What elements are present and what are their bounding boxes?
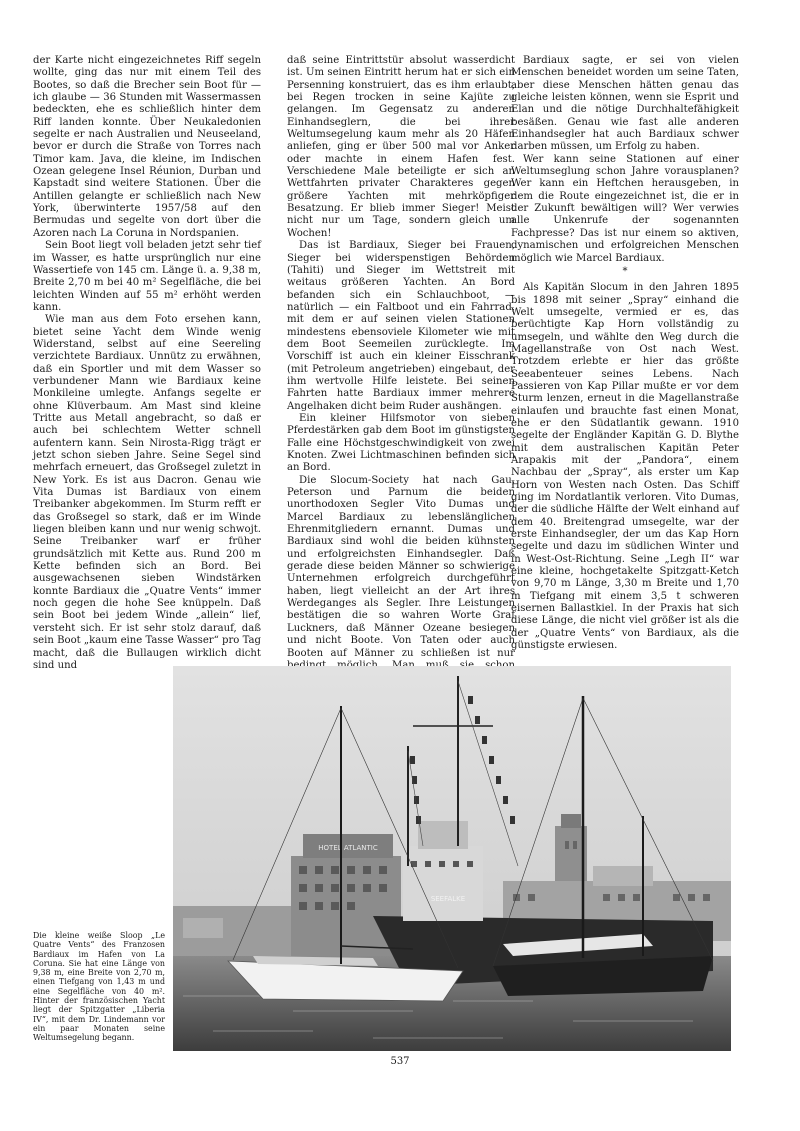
- paragraph: daß seine Eintrittstür absolut wasserdicht ist. Um seinen Eintritt herum hat er sich ein Persenning konstruiert, das es ihm erlaubt, bei Regen trocken in seine Kajüte zu gelangen. Im Gegensatz zu anderen Einhandseglern, die bei ihrer Weltumsegelung kaum mehr als 20 Häfen anliefen, ging er über 500 mal vor Anker oder machte in einem Hafen fest. Verschiedene Male beteiligte er sich an Wettfahrten privater Charakteres gegen größere Yachten mit mehrköpfiger Besatzung. Er blieb immer Sieger! Meist nicht nur um Tage, sondern gleich um Wochen!: [287, 55, 515, 239]
- harbor-photo-illustration: [173, 666, 731, 1051]
- paragraph: Sein Boot liegt voll beladen jetzt sehr tief im Wasser, es hatte ursprünglich nur eine Wassertiefe von 145 cm. Länge ü. a. 9,38 m, Breite 2,70 m bei 40 m² Segelfläche, die bei leichten Winden auf 55 m² erhöht werden kann.: [33, 240, 261, 313]
- text-column-3: [511, 55, 739, 653]
- paragraph: Ein kleiner Hilfsmotor von sieben Pferdestärken gab dem Boot im günstigsten Falle eine Höchstgeschwindigkeit von zwei Knoten. Zwei Lichtmaschinen befinden sich an Bord.: [287, 412, 515, 474]
- text-column-2: [287, 55, 515, 697]
- paragraph: Wer kann seine Stationen auf einer Weltumseglung schon Jahre vorausplanen? Wer kann ein Heftchen herausgeben, in dem die Route eingezeichnet ist, die er in der Zukunft bewältigen will? Wer verwies alle Unkenrufe der sogenannten Fachpresse? Das ist nur einem so aktiven, dynamischen und erfolgreichen Menschen möglich wie Marcel Bardiaux.: [511, 153, 739, 264]
- text-column-1: [33, 55, 261, 672]
- paragraph: Das ist Bardiaux, Sieger bei Frauen, Sieger bei widerspenstigen Behörden (Tahiti) und Sieger im Wettstreit mit weitaus größeren Yachten. An Bord befanden sich ein Schlauchboot, — natürlich — ein Faltboot und ein Fahrrad, mit dem er auf seinen vielen Stationen mindestens ebensoviele Kilometer wie mit dem Boot Seemeilen zurücklegte. Im Vorschiff ist auch ein kleiner Eisschrank (mit Petroleum angetrieben) eingebaut, der ihm wertvolle Hilfe leistete. Bei seinen Fahrten hatte Bardiaux immer mehrere Angelhaken dicht beim Ruder aushängen.: [287, 240, 515, 412]
- paragraph: Wie man aus dem Foto ersehen kann, bietet seine Yacht dem Winde wenig Widerstand, selbst auf eine Seereling verzichtete Bardiaux. Unnütz zu erwähnen, daß ein Sportler und mit dem Wasser so verbundener Mann wie Bardiaux keine Monkileine umlegte. Anfangs segelte er ohne Klüverbaum. Am Mast sind kleine Tritte aus Metall angebracht, so daß er auch bei schlechtem Wetter schnell aufentern kann. Sein Nirosta-Rigg trägt er jetzt schon sieben Jahre. Seine Segel sind mehrfach erneuert, das Großsegel zuletzt in New York. Es ist aus Dacron. Genau wie Vita Dumas ist Bardiaux von einem Treibanker abgekommen. Im Sturm refft er das Großsegel so stark, daß er im Winde liegen bleiben kann und nur wenig schwojt. Seine Treibanker warf er früher grundsätzlich mit Kette aus. Rund 200 m Kette befinden sich an Bord. Bei ausgewachsenen sieben Windstärken konnte Bardiaux die „Quatre Vents“ immer noch gegen die hohe See knüppeln. Daß sein Boot bei jedem Winde „allein“ lief, versteht sich. Er ist sehr stolz darauf, daß sein Boot „kaum eine Tasse Wasser“ pro Tag macht, daß die Bullaugen wirklich dicht sind und: [33, 314, 262, 671]
- photo-caption: Die kleine weiße Sloop „Le Quatre Vents“ des Franzosen Bardiaux im Hafen von La Coruna. Sie hat eine Länge von 9,38 m, eine Breite von 2,70 m, einen Tiefgang von 1,43 m und eine Segelfläche von 40 m². Hinter der französischen Yacht liegt der Spitzgatter „Liberia IV“, mit dem Dr. Lindemann vor ein paar Monaten seine Weltumsegelung begann.: [33, 931, 165, 1043]
- ship-name: SEEFALKE: [430, 895, 466, 903]
- page-number: 537: [390, 1056, 410, 1067]
- paragraph: Die Slocum-Society hat nach Gau, Peterson und Parnum die beiden unorthodoxen Segler Vito Dumas und Marcel Bardiaux zu lebenslänglichen Ehrenmitgliedern ernannt. Dumas und Bardiaux sind wohl die beiden kühnsten und erfolgreichsten Einhandsegler. Daß gerade diese beiden Männer so schwierige Unternehmen erfolgreich durchgeführt haben, liegt vielleicht an der Art ihres Werdeganges als Segler. Ihre Leistungen bestätigen die so wahren Worte Graf Luckners, daß Männer Ozeane besiegen und nicht Boote. Von Taten oder auch Booten auf Männer zu schließen ist nur: [287, 474, 515, 659]
- paragraph: Als Kapitän Slocum in den Jahren 1895 bis 1898 mit seiner „Spray“ einhand die Welt umsegelte, vermied er es, das berüchtigte Kap Horn vollständig zu umsegeln, und wählte den Weg durch die Magellanstraße von Ost nach West. Trotzdem erlebte er hier das größte Seeabenteuer seines Lebens. Nach Passieren von Kap Pillar mußte er vor dem Sturm lenzen, erneut in die Magellanstraße einlaufen und brauchte fast einen Monat, ehe er den Südatlantik gewann. 1910 segelte der Engländer Kapitän G. D. Blythe mit dem australischen Kapitän Peter Arapakis mit der „Pandora“, einem Nachbau der „Spray“, als erster um Kap Horn von Westen nach Osten. Das Schiff ging im Nordatlantik verloren. Vito Dumas, der die südliche Hälfte der Welt einhand auf dem 40. Breitengrad umsegelte, war der erste Einhandsegler, der um das Kap Horn segelte und dazu im südlichen Winter und in West-Ost-Richtung. Seine „Legh II“ war eine kleine, hochgetakelte Spitzgatt-Ketch von 9,70 m Länge, 3,30 m Breite und 1,70 m Tiefgang mit einem 3,5 t schweren eisernen Ballastkiel. In der Praxis hat sich diese Länge, die nicht viel größer ist als die der „Quatre Vents“ von Bardiaux, als die günstigste erwiesen.: [511, 282, 739, 652]
- paragraph: der Karte nicht eingezeichnetes Riff segeln wollte, ging das nur mit einem Teil des Bootes, so daß die Brecher sein Boot für — ich glaube — 36 Stunden mit Wassermassen bedeckten, ehe es schließlich hinter dem Riff landen konnte. Über Neukaledonien segelte er nach Australien und Neuseeland, bevor er durch die Straße von Torres nach Timor kam. Java, die kleine, im Indischen Ozean gelegene Insel Réunion, Durban und Kapstadt sind weitere Stationen. Über die Antillen gelangte er schließlich nach New York, überwinterte 1957/58 auf den Bermudas und segelte von dort über die Azoren nach La Coruna in Nordspanien.: [33, 55, 261, 239]
- building-sign: HOTEL ATLANTIC: [318, 844, 378, 852]
- paragraph: Bardiaux sagte, er sei von vielen Menschen beneidet worden um seine Taten, aber diese Menschen hätten genau das gleiche leisten können, wenn sie Esprit und Elan und die nötige Durchhaltefähigkeit besäßen. Genau wie fast alle anderen Einhandsegler hat auch Bardiaux schwer darben müssen, um Erfolg zu haben.: [511, 55, 739, 153]
- section-separator: *: [622, 265, 628, 277]
- harbor-photo: [173, 666, 731, 1051]
